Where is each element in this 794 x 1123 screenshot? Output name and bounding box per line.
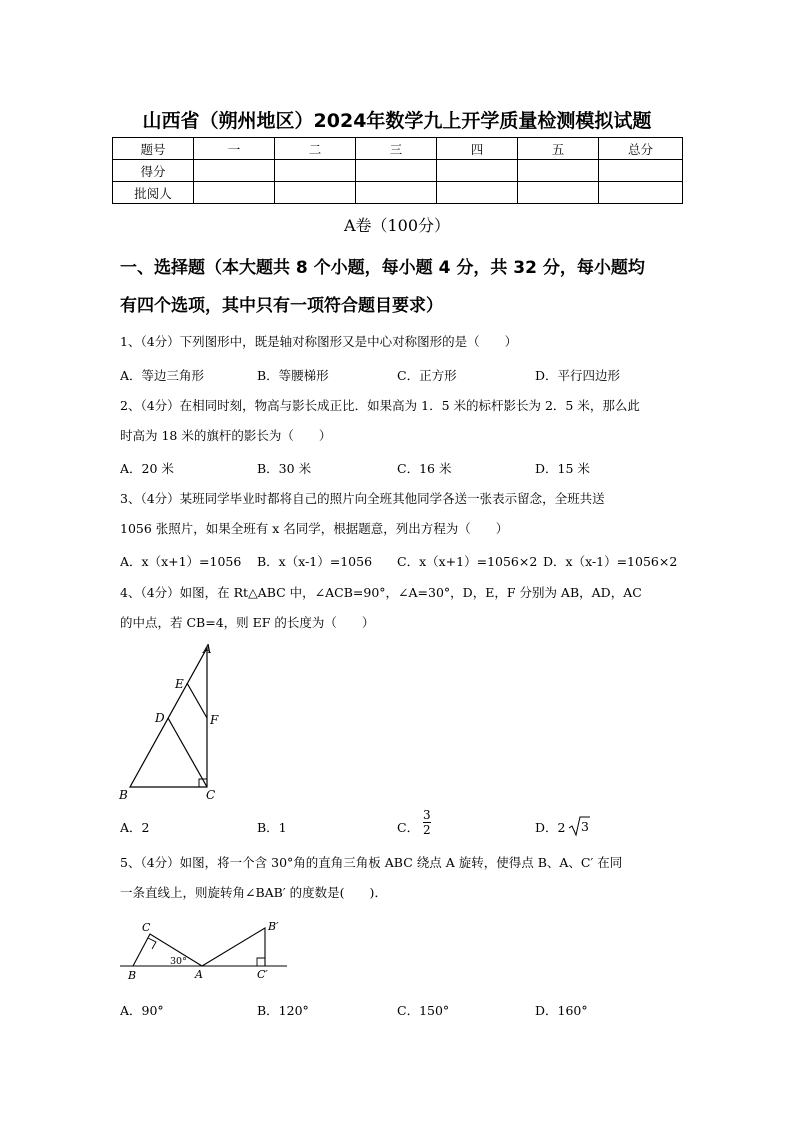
option-b[interactable]: B．30 米 bbox=[257, 461, 312, 476]
figure-label-b: B bbox=[119, 788, 128, 802]
score-cell[interactable] bbox=[275, 160, 356, 182]
score-cell[interactable] bbox=[275, 182, 356, 204]
figure-label-c-prime: C′ bbox=[257, 968, 268, 981]
score-row-label: 得分 bbox=[113, 160, 194, 182]
figure-label-angle: 30° bbox=[170, 956, 187, 967]
score-header-cell: 题号 bbox=[113, 138, 194, 160]
triangle-abc bbox=[133, 934, 202, 966]
right-angle-mark-c bbox=[148, 938, 156, 949]
option-b[interactable]: B．x（x-1）=1056 bbox=[257, 554, 373, 569]
page-title: 山西省（朔州地区）2024年数学九上开学质量检测模拟试题 bbox=[142, 110, 652, 132]
segment-ef bbox=[187, 683, 207, 718]
figure-label-b-prime: B′ bbox=[268, 920, 279, 933]
question-4-stem bbox=[120, 578, 680, 638]
question-1-stem bbox=[120, 327, 680, 357]
score-cell[interactable] bbox=[194, 160, 275, 182]
score-cell[interactable] bbox=[194, 182, 275, 204]
question-4-figure bbox=[110, 640, 235, 805]
score-table bbox=[112, 137, 683, 204]
option-a[interactable]: A．90° bbox=[120, 1003, 164, 1018]
score-cell[interactable] bbox=[356, 160, 437, 182]
option-c[interactable]: C．16 米 bbox=[397, 461, 452, 476]
figure-label-a: A bbox=[203, 642, 212, 656]
option-b[interactable]: B．120° bbox=[257, 1003, 309, 1018]
option-a[interactable]: A．x（x+1）=1056 bbox=[120, 554, 242, 569]
score-row-label: 批阅人 bbox=[113, 182, 194, 204]
figure-label-d: D bbox=[155, 711, 165, 725]
score-cell[interactable] bbox=[518, 160, 599, 182]
score-table-header-row bbox=[113, 138, 683, 160]
question-stem-line: 2、（4分）在相同时刻，物高与影长成正比．如果高为 1．5 米的标杆影长为 2．5 米，那么此 bbox=[120, 398, 640, 413]
option-d[interactable]: D．15 米 bbox=[535, 461, 590, 476]
question-1-options bbox=[120, 366, 700, 386]
score-header-cell: 总分 bbox=[599, 138, 683, 160]
score-cell[interactable] bbox=[356, 182, 437, 204]
question-2-stem bbox=[120, 391, 680, 451]
option-b[interactable]: B．1 bbox=[257, 820, 287, 835]
question-stem-line: 时高为 18 米的旗杆的影长为（ ） bbox=[120, 428, 332, 443]
question-5-options bbox=[120, 1001, 700, 1021]
question-stem-line: 1056 张照片，如果全班有 x 名同学，根据题意，列出方程为（ ） bbox=[120, 521, 509, 536]
figure-label-e: E bbox=[175, 677, 184, 691]
question-5-figure bbox=[115, 912, 300, 984]
option-c[interactable]: C． bbox=[397, 820, 420, 835]
score-table-row bbox=[113, 160, 683, 182]
question-2-options bbox=[120, 459, 700, 479]
option-a[interactable]: A．等边三角形 bbox=[120, 368, 205, 383]
figure-label-b: B bbox=[128, 969, 137, 982]
question-stem-line: 一条直线上，则旋转角∠BAB′ 的度数是( )． bbox=[120, 885, 387, 900]
question-3-stem bbox=[120, 484, 680, 544]
option-d[interactable]: D．160° bbox=[535, 1003, 588, 1018]
score-header-cell: 三 bbox=[356, 138, 437, 160]
option-d-radicand: 3 bbox=[581, 819, 589, 834]
fraction-numerator: 3 bbox=[423, 808, 431, 822]
score-header-cell: 五 bbox=[518, 138, 599, 160]
figure-label-c: C bbox=[142, 921, 151, 934]
score-header-cell: 一 bbox=[194, 138, 275, 160]
score-cell[interactable] bbox=[599, 160, 683, 182]
figure-label-a: A bbox=[195, 968, 203, 981]
segment-dc bbox=[168, 718, 207, 787]
question-stem-line: 1、（4分）下列图形中，既是轴对称图形又是中心对称图形的是（ ） bbox=[120, 334, 518, 349]
question-stem-line: 4、（4分）如图，在 Rt△ABC 中，∠ACB=90°，∠A=30°，D，E，F 分别为 AB，AD，AC bbox=[120, 585, 642, 600]
part1-heading-line1: 一、选择题（本大题共 8 个小题，每小题 4 分，共 32 分，每小题均 bbox=[120, 258, 645, 278]
score-cell[interactable] bbox=[437, 182, 518, 204]
option-d[interactable]: D．2 bbox=[535, 820, 566, 835]
score-cell[interactable] bbox=[599, 182, 683, 204]
question-4-options bbox=[120, 808, 700, 848]
option-a[interactable]: A．20 米 bbox=[120, 461, 174, 476]
option-d[interactable]: D．x（x-1）=1056×2 bbox=[543, 554, 678, 569]
score-cell[interactable] bbox=[437, 160, 518, 182]
option-a[interactable]: A．2 bbox=[120, 820, 150, 835]
option-c[interactable]: C．x（x+1）=1056×2 bbox=[397, 554, 538, 569]
right-angle-mark-c2 bbox=[257, 958, 265, 966]
section-a-heading: A卷（100分） bbox=[343, 216, 451, 235]
option-b[interactable]: B．等腰梯形 bbox=[257, 368, 329, 383]
figure-label-f: F bbox=[210, 713, 219, 727]
score-table-row bbox=[113, 182, 683, 204]
option-c-fraction bbox=[423, 808, 431, 837]
triangle-ab2c2 bbox=[202, 928, 265, 966]
figure-label-c: C bbox=[206, 788, 216, 802]
option-d[interactable]: D．平行四边形 bbox=[535, 368, 621, 383]
question-3-options bbox=[120, 552, 700, 572]
question-stem-line: 5、（4分）如图，将一个含 30°角的直角三角板 ABC 绕点 A 旋转，使得点 B、A、C′ 在同 bbox=[120, 855, 623, 870]
score-header-cell: 二 bbox=[275, 138, 356, 160]
option-c[interactable]: C．正方形 bbox=[397, 368, 457, 383]
question-stem-line: 3、（4分）某班同学毕业时都将自己的照片向全班其他同学各送一张表示留念，全班共送 bbox=[120, 491, 605, 506]
question-5-stem bbox=[120, 848, 680, 908]
fraction-denominator: 2 bbox=[423, 823, 431, 837]
option-c[interactable]: C．150° bbox=[397, 1003, 450, 1018]
score-header-cell: 四 bbox=[437, 138, 518, 160]
part1-heading-line2: 有四个选项，其中只有一项符合题目要求） bbox=[120, 296, 443, 316]
question-stem-line: 的中点，若 CB=4，则 EF 的长度为（ ） bbox=[120, 615, 375, 630]
score-cell[interactable] bbox=[518, 182, 599, 204]
